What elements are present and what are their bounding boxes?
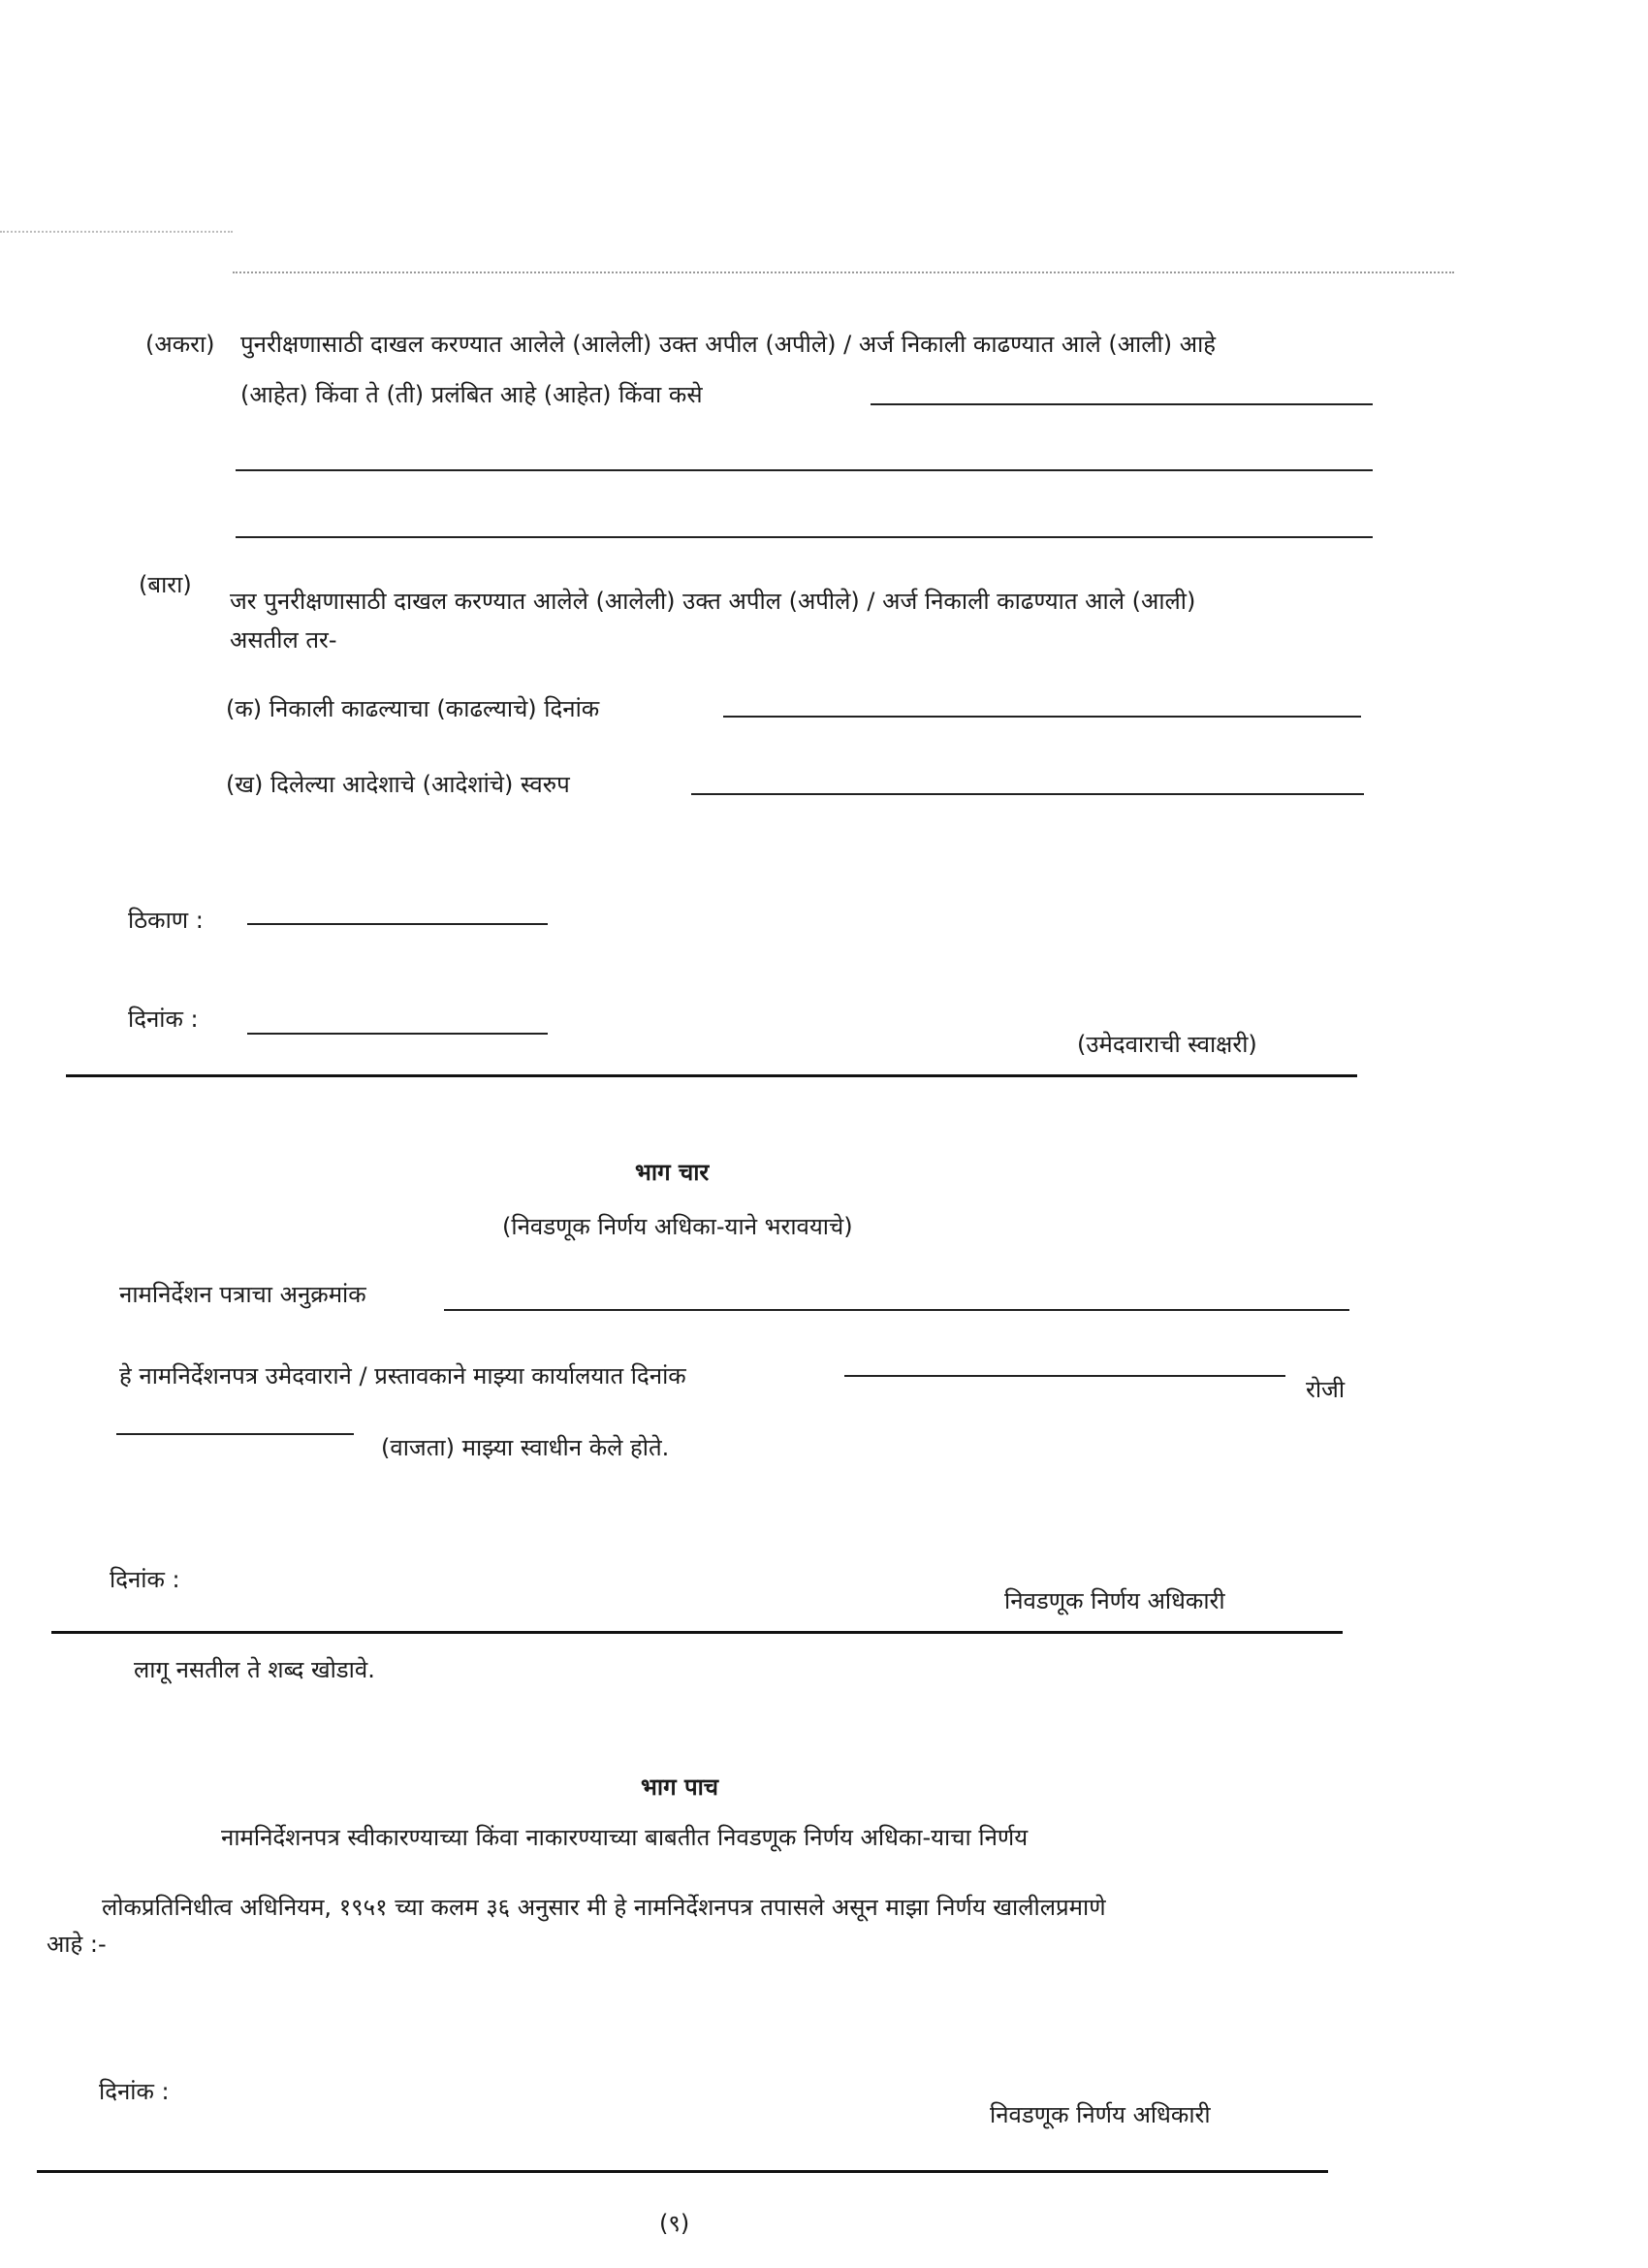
part-four-subheading: (निवडणूक निर्णय अधिका-याने भरावयाचे) xyxy=(502,1213,853,1240)
page-top-dotted-line xyxy=(233,272,1454,273)
candidate-signature-label: (उमेदवाराची स्वाक्षरी) xyxy=(1077,1031,1257,1058)
serial-number-field[interactable] xyxy=(444,1309,1349,1311)
section-12-line2: असतील तर- xyxy=(230,626,337,654)
submission-date-field[interactable] xyxy=(844,1375,1285,1377)
section-11-line2: (आहेत) किंवा ते (ती) प्रलंबित आहे (आहेत) किंवा कसे xyxy=(240,381,703,408)
part-five-body-line1: लोकप्रतिनिधीत्व अधिनियम, १९५१ च्या कलम ३६ अनुसार मी हे नामनिर्देशनपत्र तपासले असून माझा निर्णय खालीलप्रमाणे xyxy=(102,1894,1106,1921)
part-four-line1: हे नामनिर्देशनपत्र उमेदवाराने / प्रस्तावकाने माझ्या कार्यालयात दिनांक xyxy=(119,1362,686,1390)
candidate-date-label: दिनांक : xyxy=(128,1006,199,1033)
section-12-item-k: (क) निकाली काढल्याचा (काढल्याचे) दिनांक xyxy=(226,695,600,722)
place-label: ठिकाण : xyxy=(128,907,204,934)
part-five-divider xyxy=(37,2170,1328,2173)
order-nature-field[interactable] xyxy=(691,793,1364,795)
section-12-item-kh: (ख) दिलेल्या आदेशाचे (आदेशांचे) स्वरुप xyxy=(226,771,570,798)
part-four-line2: (वाजता) माझ्या स्वाधीन केले होते. xyxy=(381,1434,670,1461)
candidate-date-field[interactable] xyxy=(247,1033,548,1035)
part-five-subheading: नामनिर्देशनपत्र स्वीकारण्याच्या किंवा नाकारण्याच्या बाबतीत निवडणूक निर्णय अधिका-याचा निर्णय xyxy=(221,1824,1029,1851)
section-11-answer-line-3[interactable] xyxy=(236,536,1373,538)
disposal-date-field[interactable] xyxy=(723,716,1361,718)
section-11-label: (अकरा) xyxy=(145,331,215,358)
part-five-date-label: दिनांक : xyxy=(99,2078,170,2105)
section-12-line1: जर पुनरीक्षणासाठी दाखल करण्यात आलेले (आलेली) उक्त अपील (अपीले) / अर्ज निकाली काढण्यात आले (आली) xyxy=(230,588,1196,615)
part-four-date-label: दिनांक : xyxy=(110,1566,180,1593)
section-divider xyxy=(66,1074,1357,1077)
part-four-line1-end: रोजी xyxy=(1306,1376,1346,1403)
part-four-divider xyxy=(51,1631,1343,1634)
serial-number-label: नामनिर्देशन पत्राचा अनुक्रमांक xyxy=(119,1281,366,1308)
part-five-heading: भाग पाच xyxy=(641,1773,719,1801)
place-field[interactable] xyxy=(247,923,548,925)
page-number: (९) xyxy=(659,2210,690,2237)
part-four-heading: भाग चार xyxy=(635,1159,710,1186)
section-11-answer-line[interactable] xyxy=(871,403,1373,405)
section-12-label: (बारा) xyxy=(139,571,192,598)
part-five-body-line2: आहे :- xyxy=(47,1931,107,1958)
submission-time-field[interactable] xyxy=(116,1433,354,1435)
scan-edge xyxy=(0,231,233,233)
section-11-answer-line-2[interactable] xyxy=(236,469,1373,471)
part-four-officer-label: निवडणूक निर्णय अधिकारी xyxy=(1004,1587,1225,1614)
part-five-officer-label: निवडणूक निर्णय अधिकारी xyxy=(990,2101,1211,2128)
footnote: लागू नसतील ते शब्द खोडावे. xyxy=(134,1656,375,1683)
section-11-line1: पुनरीक्षणासाठी दाखल करण्यात आलेले (आलेली) उक्त अपील (अपीले) / अर्ज निकाली काढण्यात आले (आली) आहे xyxy=(240,331,1217,358)
